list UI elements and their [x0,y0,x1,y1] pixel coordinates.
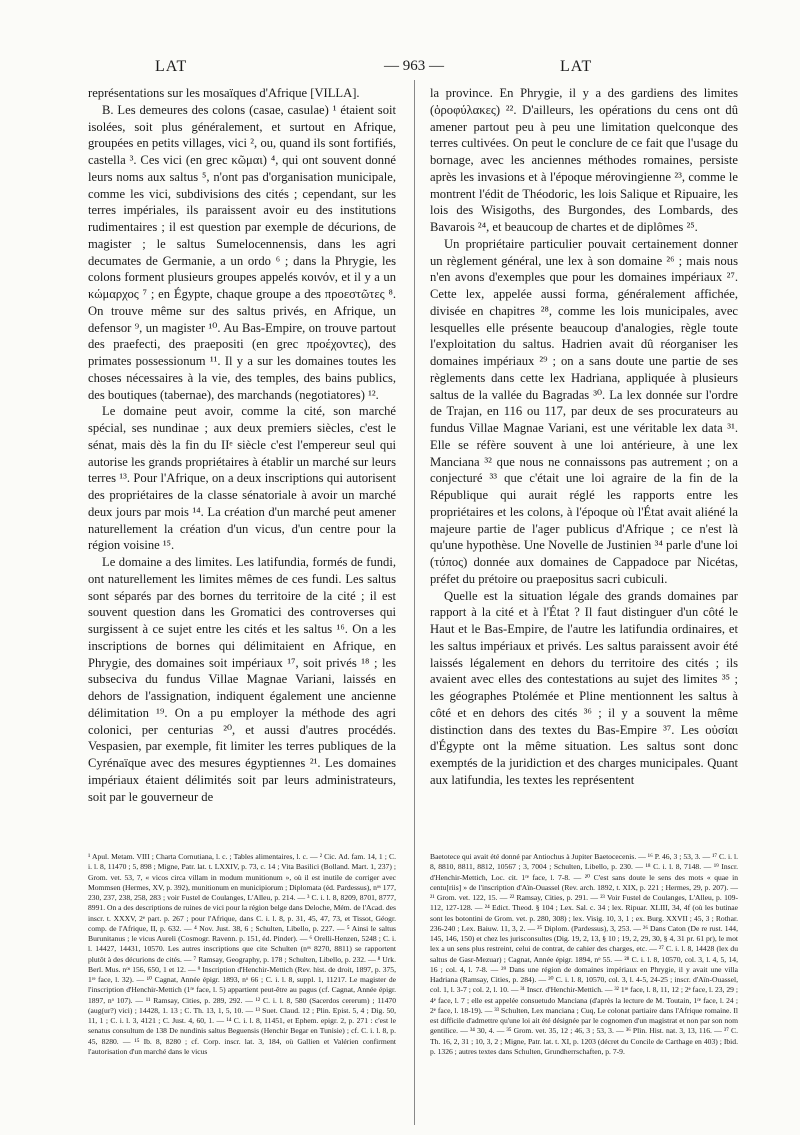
footnotes-right-column [430,852,738,1057]
page-number: — 963 — [384,58,444,74]
paragraph: représentations sur les mosaïques d'Afrique [VILLA]. [88,86,360,100]
footnote-text: ¹ Apul. Metam. VIII ; Charta Cornutiana, l. c. ; Tables alimentaires, l. c. — ² Cic. Ad. fam. 14, 1 ; C. i. l. 8, 11470 ; 5, 898 ; Migne, Patr. lat. t. LXXIV, p. 73, c. 14 ; Vita Basilici (Bolland. Mart. 1, 237) ; Grom. vet. 53, 7, « vicos circa villam in modum munitionum », où il est inutile de corriger avec Mommsen (Hermes, XV, p. 392), munitionum en municipiorum ; Diplomata (éd. Pardessus), nᵒˢ 177, 230, 237, 238, 258, 283 ; voir Fustel de Coulanges, L'Alleu, p. 214. — ³ C. i. l. 8, 8209, 8701, 8777, 8991. On a des descriptions de ruines de vici pour la région belge dans Deloche, Mém. de l'Acad. des inscr. t. XXXV, 2ᵉ part. p. 267 ; pour l'Afrique, dans C. i. l. 8, p. 31, 45, 47, 73, et Tissot, Géogr. comp. de l'Afrique, II, p. 632. — ⁴ Nov. Just. 38, 6 ; Schulten, Libello, p. 227. — ⁵ Ainsi le saltus Burunitanus ; le vicus Aureli (Cosmogr. Ravenn. p. 151, éd. Pinder). — ⁶ Orelli-Henzen, 5248 ; C. i. l. 14427, 14431, 10570. Les autres inscriptions que cite Schulten (nᵒˢ 8270, 8811) se rapportent plutôt à des décurions de cités. — ⁷ Ramsay, Geography, p. 178 ; Schulten, Libello, p. 232. — ⁸ Urk. Berl. Mus. nᵒˢ 156, 650, 1 et 12. — ⁹ Inscription d'Henchir-Mettich (Rev. hist. de droit, 1897, p. 375, 1ʳᵉ face, l. 32). — ¹⁰ Cagnat, Année épigr. 1893, nᵒ 66 ; C. i. l. 8, suppl. 1, 11217. Le magister de l'inscription d'Henchir-Mettich (1ʳᵉ face, l. 5) appartient peut-être au pagus (cf. Cagnat, Année épigr. 1897, nᵒ 107). — ¹¹ Ramsay, Cities, p. 289, 292. — ¹² C. i. l. 8, 580 (Sacerdos cererum) ; 11470 (aug(ur?) vici) ; 14428, 1. 13 ; C. Th. 13, 1, 5, 10. — ¹³ Suet. Claud. 12 ; Plin. Epist. 5, 4 ; Dig. 50, 11, 1 ; C. i. l. 3, 4121 ; C. Just. 4, 60, 1. — ¹⁴ C. i. l. 8, 11451, et Ephem. epigr. 2, p. 271 : c'est le senatus consultum de 138 De nundinis saltus Beguensis (Henchir Begar en Tunisie) ; cf. C. i. l. 8, p. 45, 8280. — ¹⁵ Ib. 8, 8280 ; cf. Corp. inscr. lat. 3, 184, où Gallien et Valérien confirment l'autorisation d'un marché dans le vicus [88,852,396,1056]
running-header [0,58,800,80]
header-right-word: LAT [560,58,593,75]
paragraph: Quelle est la situation légale des grands domaines par rapport à la cité et à l'État ? Il faut distinguer d'un côté le Haut et le Bas-Empire, de l'autre les latifundia ordinaires, et les saltus impériaux et privés. Les saltus paraissent avoir été laissés légalement en dehors du territoire des cités ; ils avaient avec elles des contestations au sujet des limites ³⁵ ; les géographes Ptolémée et Pline mentionnent les saltus à côté et en dehors des cités ³⁶ ; il y a souvent la même distinction dans des textes du Bas-Empire ³⁷. Les οὐσίαι d'Égypte ont la même situation. Les saltus sont donc exemptés de la juridiction et des charges municipales. Quant aux latifundia, les textes les représentent [430,588,738,787]
header-left-word: LAT [155,58,188,75]
paragraph: la province. En Phrygie, il y a des gardiens des limites (ὁροφύλακες) ²². D'ailleurs, les opérations du cens ont dû amener partout peu à peu une limitation quelconque des terres cultivées. On peut le conclure de ce fait que l'usage du bornage, avec les anciennes méthodes romaines, persiste après les invasions et à l'époque mérovingienne ²³, comme le montrent l'édit de Théodoric, les lois Salique et Ripuaire, les lois des Wisigoths, des Burgondes, des Lombards, des Bavarois ²⁴, et beaucoup de chartes et de diplômes ²⁵. [430,86,738,234]
footnote-text: Baetotece qui avait été donné par Antiochus à Jupiter Baetocecenis. — ¹⁶ P. 46, 3 ; 53, 3. — ¹⁷ C. i. l. 8, 8810, 8811, 8812, 10567 ; 3, 7004 ; Schulten, Libello, p. 230. — ¹⁸ C. i. l. 8, 7148. — ¹⁹ Inscr. d'Henchir-Mettich, Loc. cit. 1ʳᵉ face, l. 7-8. — ²⁰ C'est sans doute le sens des mots « quae in centu[riis] » de l'inscription d'Aïn-Ouassel (Rev. arch. 1892, t. XIX, p. 221 ; Hermes, 29, p. 207). — ²¹ Grom. vet. 122, 15. — ²² Ramsay, Cities, p. 291. — ²³ Voir Fustel de Coulanges, L'Alleu, p. 109-112, 127-128. — ²⁴ Edict. Theod. § 104 ; Lex. Sal. c. 34 ; lex. Ripuar. XLIII, 34, 4f (où les butinae sont les botontini de Grom. vet. p. 280, 308) ; lex. Visig. 10, 3, 1 ; ex. Burg. XXVII ; 45, 3 ; Rothar. 236-240 ; Lex. Baiuw. 11, 3, 2. — ²⁵ Diplom. (Pardessus), 3, 253. — ²⁶ Dans Caton (De re rust. 144, 145, 146, 150) et chez les jurisconsultes (Dig. 19, 2, 13, § 10 ; 19, 2, 29, 30, § 4, 31 pr. 61 pr), le mot lex a un sens plus restreint, celui de contrat, de cahier des charges, etc. — ²⁷ C. i. l. 8, 14428 (lex du saltus de Gasr-Mezuar) ; Cagnat, Année épigr. 1894, nᵒ 55. — ²⁸ C. i. l. 8, 10570, col. 3, l. 4, 5, 14, 16 ; col. 4, l. 7-8. — ²⁹ Dans une région de domaines impériaux en Phrygie, il y avait une villa Hadriana (Ramsay, Cities, p. 284). — ³⁰ C. i. l. 8, 10570, col. 3, l. 4-5, 24-25 ; inscr. d'Aïn-Ouassel, col. 1, l. 3-7 ; col. 2, l. 10. — ³¹ Inscr. d'Henchir-Mettich. — ³² 1ʳᵉ face, l. 8, 11, 12 ; 2ᵉ face, l. 23, 29 ; 4ᵉ face, l. 7 ; elle est appelée consuetudo Manciana (d'après la lecture de M. Toutain, 1ʳᵉ face, l. 24 ; 2ᵉ face, l. 18-19). — ³³ Schulten, Lex manciana ; Cuq, Le colonat partiaire dans l'Afrique romaine. Il est difficile d'admettre qu'une loi ait été désignée par le cognomen d'un magistrat et non par son nom gentilice. — ³⁴ 30, 4. — ³⁵ Grom. vet. 35, 12 ; 46, 3 ; 53, 3. — ³⁶ Plin. Hist. nat. 3, 13, 116. — ³⁷ C. Th. 16, 2, 31 ; 10, 3, 2 ; Migne, Patr. lat. t. XI, p. 1203 (décret du Concile de Carthage en 403) ; Ibid. p. 1326 ; autres textes dans Schulten, Grundherrschaften, p. 7-9. [430,852,738,1056]
right-column [430,85,738,789]
footnotes [88,852,740,1122]
paragraph: B. Les demeures des colons (casae, casulae) ¹ étaient soit isolées, soit plus généralement, et surtout en Afrique, groupées en petits villages, vici ², ou, quand ils sont fortifiés, castella ³. Ces vici (en grec κῶμαι) ⁴, qui ont souvent donné leurs noms aux saltus ⁵, n'ont pas d'organisation municipale, comme les vici, subdivisions des cités ; cependant, sur les terres impériales, ils paraissent avoir eu des institutions rudimentaires ; il est question par exemple de décurions, de magister ; le saltus Sumelocennensis, dans les agri decumates de Germanie, a un ordo ⁶ ; dans la Phrygie, les colons forment plusieurs groupes appelés κοινόν, et il y a un κώμαρχος ⁷ ; en Égypte, chaque groupe a des προεστῶτες ⁸. On trouve même sur des saltus privés, en Afrique, un defensor ⁹, un magister ¹⁰. Au Bas-Empire, on trouve partout des praefecti, des praepositi (en grec προέχοντες), des primates possessionum ¹¹. Il y a sur les domaines toutes les choses nécessaires à la vie, des temples, des bains publics, des boutiques (tabernae), des marchands (negotiatores) ¹². [88,102,396,402]
paragraph: Le domaine a des limites. Les latifundia, formés de fundi, ont naturellement les limites mêmes de ces fundi. Les saltus sont séparés par des bornes du territoire de la cité ; il est souvent question dans les Gromatici des controverses qui surgissent à ce sujet entre les cités et les saltus ¹⁶. On a les inscriptions de bornes qui délimitaient en Afrique, en Phrygie, des domaines soit impériaux ¹⁷, soit privés ¹⁸ ; les subseciva du fundus Villae Magnae Variani, laissés en dehors de l'assignation, indiquent également une ancienne délimitation ¹⁹. On a pu employer la méthode des agri colonici, per centurias ²⁰, et aussi d'autres procédés. Vespasien, par exemple, fit limiter les terres publiques de la Cyrénaïque avec des mesures égyptiennes ²¹. Les domaines impériaux étaient délimités soit par leurs administrateurs, soit par le gouverneur de [88,555,396,804]
main-text [88,85,740,845]
paragraph: Un propriétaire particulier pouvait certainement donner un règlement général, une lex à son domaine ²⁶ ; mais nous n'en avons d'exemples que pour les domaines impériaux ²⁷. Cette lex, appelée aussi forma, généralement affichée, divisée en chapitres ²⁸, comme les lois municipales, avec lesquelles elle présente beaucoup d'analogies, règle toute l'exploitation du saltus. Hadrien avait dû réorganiser les domaines impériaux ²⁹ ; on a sans doute une partie de ses règlements dans cette lex Hadriana, appliquée à plusieurs saltus de la vallée du Bagradas ³⁰. La lex donnée sur l'ordre de Trajan, en 116 ou 117, par deux de ses procurateurs au fundus Villae Magnae Variani, est une véritable lex data ³¹. Elle se réfère souvent à une loi antérieure, à une lex Manciana ³² que nous ne connaissons pas autrement ; on a conjecturé ³³ que c'était une loi agraire de la fin de la République qui aurait réglé les rapports entre les propriétaires et les colons, à l'époque où l'État avait aliéné la majeure partie de l'ager publicus d'Afrique ; ce n'est là qu'une hypothèse. Une Novelle de Justinien ³⁴ parle d'une loi (τύπος) donnée aux domaines de Cappadoce par Nicétas, préfet du prétoire ou praepositus sacri cubiculi. [430,236,738,586]
paragraph: Le domaine peut avoir, comme la cité, son marché spécial, ses nundinae ; aux deux premiers siècles, c'est le sénat, mais dès la fin du IIᵉ siècle c'est l'empereur seul qui autorise les grands propriétaires à établir un marché sur leurs terres ¹³. Pour l'Afrique, on a deux inscriptions qui autorisent des propriétaires de la classe sénatoriale à avoir un marché deux jours par mois ¹⁴. La création d'un marché peut amener naturellement la création d'un vicus, d'un centre pour la région voisine ¹⁵. [88,404,396,553]
footnotes-left-column [88,852,396,1057]
left-column [88,85,396,805]
